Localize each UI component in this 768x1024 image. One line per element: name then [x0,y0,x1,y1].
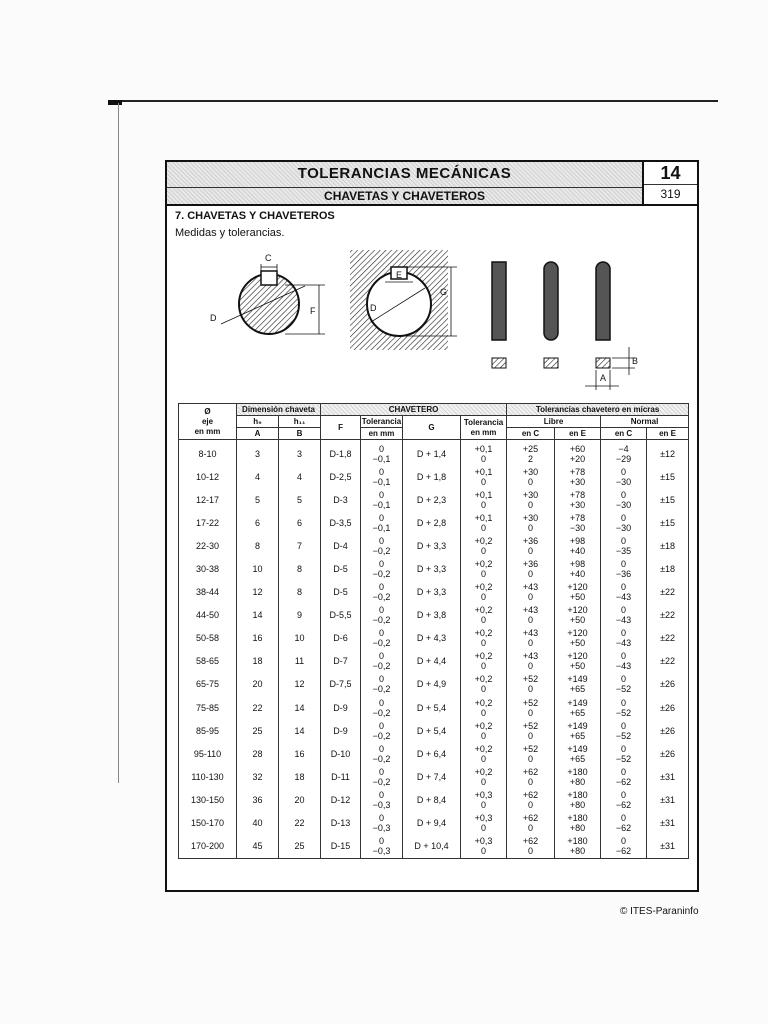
cell-a: 28 [237,742,279,765]
cell-eje: 95-110 [179,742,237,765]
page-header [167,162,697,206]
cell-f: D-5 [321,581,361,604]
document-sheet [165,160,699,892]
cell-f: D-15 [321,835,361,859]
cell-g: D + 5,4 [403,696,461,719]
cell-tol-g: +0,3 0 [461,788,507,811]
cell-libre-c: +30 0 [507,465,555,488]
cell-tol-g: +0,2 0 [461,557,507,580]
table-row [179,742,689,765]
cell-f: D-9 [321,719,361,742]
cell-f: D-10 [321,742,361,765]
cell-normal-e: ±15 [647,465,689,488]
cell-a: 10 [237,557,279,580]
cell-g: D + 9,4 [403,812,461,835]
cell-g: D + 8,4 [403,788,461,811]
keyway-diagrams [207,242,687,402]
cell-tol-g: +0,2 0 [461,604,507,627]
cell-b: 16 [279,742,321,765]
cell-tol-g: +0,2 0 [461,742,507,765]
cell-normal-c: 0 −52 [601,673,647,696]
cell-f: D-5,5 [321,604,361,627]
cell-normal-c: 0 −30 [601,465,647,488]
col-libre-header: Libre [507,416,601,428]
cell-b: 12 [279,673,321,696]
cell-a: 40 [237,812,279,835]
cell-eje: 58-65 [179,650,237,673]
cell-normal-e: ±22 [647,627,689,650]
cell-normal-e: ±31 [647,765,689,788]
col-tol1-unit-header: en mm [361,428,403,440]
cell-tol-g: +0,2 0 [461,650,507,673]
cell-tol-g: +0,2 0 [461,719,507,742]
scan-top-rule-mark [108,100,122,105]
cell-f: D-3,5 [321,511,361,534]
cell-f: D-2,5 [321,465,361,488]
cell-f: D-7 [321,650,361,673]
col-libre-e-header: en E [555,428,601,440]
cell-libre-c: +43 0 [507,627,555,650]
cell-g: D + 5,4 [403,719,461,742]
label-c: C [265,253,272,263]
cell-tol-f: 0 −0,3 [361,812,403,835]
col-a-header: A [237,428,279,440]
header-title-block [167,162,644,204]
cell-libre-e: +180 +80 [555,835,601,859]
table-row [179,788,689,811]
table-row [179,835,689,859]
cell-a: 20 [237,673,279,696]
cell-g: D + 1,8 [403,465,461,488]
table-row [179,696,689,719]
cell-normal-c: 0 −30 [601,488,647,511]
cell-normal-c: 0 −52 [601,696,647,719]
cell-f: D-7,5 [321,673,361,696]
copyright-notice: © ITES-Paraninfo [620,906,699,917]
col-f-header: F [321,416,361,440]
cell-b: 20 [279,788,321,811]
cell-libre-c: +62 0 [507,812,555,835]
cell-tol-g: +0,2 0 [461,534,507,557]
scan-top-rule [108,100,718,102]
cell-tol-f: 0 −0,1 [361,488,403,511]
cell-eje: 38-44 [179,581,237,604]
cell-libre-e: +149 +65 [555,673,601,696]
cell-normal-e: ±26 [647,673,689,696]
cell-normal-c: 0 −30 [601,511,647,534]
label-b: B [632,356,639,366]
cell-tol-g: +0,3 0 [461,835,507,859]
cell-normal-c: 0 −62 [601,788,647,811]
cell-tol-f: 0 −0,2 [361,627,403,650]
table-row [179,557,689,580]
section-title: 7. CHAVETAS Y CHAVETEROS [175,210,335,222]
cell-libre-e: +78 +30 [555,465,601,488]
cell-normal-c: 0 −62 [601,812,647,835]
header-subtitle: CHAVETAS Y CHAVETEROS [167,187,642,203]
cell-libre-c: +62 0 [507,835,555,859]
cell-normal-c: 0 −35 [601,534,647,557]
cell-g: D + 1,4 [403,440,461,466]
col-libre-c-header: en C [507,428,555,440]
col-dim-header: Dimensión chaveta [237,404,321,416]
section-subtitle: Medidas y tolerancias. [175,227,285,239]
cell-f: D-13 [321,812,361,835]
cell-libre-e: +78 −30 [555,511,601,534]
table-row [179,650,689,673]
table-row [179,488,689,511]
cell-tol-f: 0 −0,2 [361,696,403,719]
cell-normal-c: 0 −43 [601,581,647,604]
cell-f: D-5 [321,557,361,580]
cell-eje: 30-38 [179,557,237,580]
cell-tol-g: +0,2 0 [461,627,507,650]
col-normal-c-header: en C [601,428,647,440]
col-tolmicras-header: Tolerancias chavetero en micras [507,404,689,416]
cell-a: 3 [237,440,279,466]
table-row [179,511,689,534]
cell-eje: 75-85 [179,696,237,719]
cell-normal-e: ±31 [647,835,689,859]
cell-normal-e: ±22 [647,581,689,604]
cell-g: D + 4,3 [403,627,461,650]
cell-libre-c: +52 0 [507,742,555,765]
cell-g: D + 2,3 [403,488,461,511]
table-row [179,465,689,488]
cell-libre-e: +98 +40 [555,557,601,580]
header-title: TOLERANCIAS MECÁNICAS [297,165,512,182]
cell-b: 10 [279,627,321,650]
cell-tol-f: 0 −0,1 [361,440,403,466]
cell-g: D + 3,3 [403,581,461,604]
col-h11-header: h₁₁ [279,416,321,428]
col-chavetero-header: CHAVETERO [321,404,507,416]
col-normal-e-header: en E [647,428,689,440]
cell-tol-f: 0 −0,2 [361,534,403,557]
cell-tol-g: +0,1 0 [461,440,507,466]
cell-tol-g: +0,1 0 [461,465,507,488]
cell-eje: 85-95 [179,719,237,742]
col-tol1-header: Tolerancia [361,417,402,426]
cell-g: D + 2,8 [403,511,461,534]
cell-a: 25 [237,719,279,742]
cell-b: 5 [279,488,321,511]
cell-eje: 22-30 [179,534,237,557]
cell-eje: 65-75 [179,673,237,696]
cell-g: D + 10,4 [403,835,461,859]
scan-left-margin-line [118,103,119,783]
cell-g: D + 6,4 [403,742,461,765]
cell-b: 8 [279,557,321,580]
cell-libre-c: +62 0 [507,765,555,788]
table-row [179,440,689,466]
cell-tol-f: 0 −0,2 [361,719,403,742]
cell-b: 14 [279,696,321,719]
cell-normal-e: ±22 [647,604,689,627]
cell-g: D + 4,9 [403,673,461,696]
table-row [179,719,689,742]
cell-normal-e: ±26 [647,696,689,719]
cell-b: 6 [279,511,321,534]
cell-libre-e: +180 +80 [555,788,601,811]
page-number: 319 [660,187,681,201]
cell-normal-c: 0 −62 [601,835,647,859]
table-row [179,673,689,696]
key-tolerance-table [178,403,689,859]
label-d-shaft: D [210,313,217,323]
cell-eje: 170-200 [179,835,237,859]
cell-tol-g: +0,1 0 [461,488,507,511]
cell-a: 14 [237,604,279,627]
cell-libre-c: +52 0 [507,719,555,742]
cell-b: 14 [279,719,321,742]
cell-normal-c: 0 −43 [601,650,647,673]
cell-normal-e: ±15 [647,511,689,534]
table-row [179,534,689,557]
cell-g: D + 3,3 [403,534,461,557]
cell-tol-g: +0,2 0 [461,765,507,788]
cell-f: D-1,8 [321,440,361,466]
cell-a: 6 [237,511,279,534]
cell-eje: 44-50 [179,604,237,627]
cell-normal-e: ±31 [647,812,689,835]
table-row [179,627,689,650]
cell-tol-g: +0,2 0 [461,696,507,719]
hub-diagram [350,250,457,350]
cell-libre-c: +52 0 [507,673,555,696]
table-row [179,581,689,604]
cell-tol-g: +0,1 0 [461,511,507,534]
cell-normal-e: ±15 [647,488,689,511]
cell-normal-c: 0 −52 [601,742,647,765]
cell-a: 16 [237,627,279,650]
cell-libre-e: +60 +20 [555,440,601,466]
table-body [179,440,689,859]
cell-eje: 130-150 [179,788,237,811]
cell-eje: 50-58 [179,627,237,650]
cell-eje: 12-17 [179,488,237,511]
cell-libre-e: +120 +50 [555,604,601,627]
cell-tol-f: 0 −0,1 [361,465,403,488]
shaft-diagram [210,253,325,334]
cell-g: D + 4,4 [403,650,461,673]
cell-libre-e: +78 +30 [555,488,601,511]
cell-libre-e: +149 +65 [555,696,601,719]
cell-normal-c: −4 −29 [601,440,647,466]
cell-a: 8 [237,534,279,557]
cell-eje: 10-12 [179,465,237,488]
cell-normal-e: ±12 [647,440,689,466]
cell-libre-e: +120 +50 [555,627,601,650]
label-e: E [396,270,403,280]
cell-normal-c: 0 −36 [601,557,647,580]
cell-normal-e: ±18 [647,557,689,580]
col-normal-header: Normal [601,416,689,428]
cell-tol-f: 0 −0,1 [361,511,403,534]
chapter-number: 14 [644,162,697,185]
cell-b: 18 [279,765,321,788]
col-g-header: G [403,416,461,440]
cell-g: D + 7,4 [403,765,461,788]
cell-a: 5 [237,488,279,511]
cell-normal-c: 0 −52 [601,719,647,742]
cell-normal-c: 0 −62 [601,765,647,788]
cell-tol-g: +0,3 0 [461,812,507,835]
cell-b: 4 [279,465,321,488]
cell-eje: 17-22 [179,511,237,534]
cell-libre-c: +43 0 [507,650,555,673]
cell-tol-f: 0 −0,2 [361,604,403,627]
cell-f: D-9 [321,696,361,719]
cell-libre-e: +149 +65 [555,719,601,742]
table-row [179,812,689,835]
label-f: F [310,306,316,316]
cell-normal-e: ±26 [647,742,689,765]
col-b-header: B [279,428,321,440]
cell-a: 18 [237,650,279,673]
cell-libre-c: +62 0 [507,788,555,811]
cell-g: D + 3,8 [403,604,461,627]
cell-b: 7 [279,534,321,557]
cell-normal-c: 0 −43 [601,627,647,650]
cell-a: 36 [237,788,279,811]
label-g: G [440,287,448,297]
cell-a: 12 [237,581,279,604]
cell-b: 9 [279,604,321,627]
cell-normal-c: 0 −43 [601,604,647,627]
cell-g: D + 3,3 [403,557,461,580]
label-a: A [600,373,607,383]
table-row [179,604,689,627]
cell-normal-e: ±31 [647,788,689,811]
cell-libre-e: +120 +50 [555,581,601,604]
cell-a: 22 [237,696,279,719]
cell-tol-f: 0 −0,2 [361,650,403,673]
cell-libre-c: +43 0 [507,604,555,627]
cell-tol-f: 0 −0,2 [361,765,403,788]
cell-libre-e: +180 +80 [555,812,601,835]
cell-normal-e: ±18 [647,534,689,557]
col-h9-header: h₉ [237,416,279,428]
col-tol2-header: Tolerancia en mm [461,416,507,440]
cell-f: D-6 [321,627,361,650]
cell-libre-c: +36 0 [507,534,555,557]
cell-tol-g: +0,2 0 [461,581,507,604]
cell-b: 25 [279,835,321,859]
cell-libre-c: +30 0 [507,511,555,534]
cell-eje: 150-170 [179,812,237,835]
cell-tol-g: +0,2 0 [461,673,507,696]
cell-libre-c: +36 0 [507,557,555,580]
cell-f: D-4 [321,534,361,557]
cell-a: 4 [237,465,279,488]
table-row [179,765,689,788]
cell-libre-c: +43 0 [507,581,555,604]
key-types [492,262,638,390]
cell-libre-e: +120 +50 [555,650,601,673]
cell-f: D-12 [321,788,361,811]
label-d-hub: D [370,303,377,313]
cell-eje: 110-130 [179,765,237,788]
cell-libre-e: +180 +80 [555,765,601,788]
cell-tol-f: 0 −0,2 [361,742,403,765]
cell-libre-c: +25 2 [507,440,555,466]
cell-libre-e: +98 +40 [555,534,601,557]
cell-libre-c: +52 0 [507,696,555,719]
cell-tol-f: 0 −0,2 [361,673,403,696]
cell-b: 11 [279,650,321,673]
cell-normal-e: ±22 [647,650,689,673]
cell-libre-e: +149 +65 [555,742,601,765]
cell-libre-c: +30 0 [507,488,555,511]
cell-f: D-3 [321,488,361,511]
cell-eje: 8-10 [179,440,237,466]
cell-normal-e: ±26 [647,719,689,742]
cell-a: 45 [237,835,279,859]
cell-b: 3 [279,440,321,466]
cell-b: 8 [279,581,321,604]
cell-a: 32 [237,765,279,788]
cell-b: 22 [279,812,321,835]
cell-tol-f: 0 −0,3 [361,788,403,811]
cell-tol-f: 0 −0,3 [361,835,403,859]
cell-tol-f: 0 −0,2 [361,581,403,604]
cell-tol-f: 0 −0,2 [361,557,403,580]
col-eje-header: Ø eje en mm [179,404,237,440]
cell-f: D-11 [321,765,361,788]
